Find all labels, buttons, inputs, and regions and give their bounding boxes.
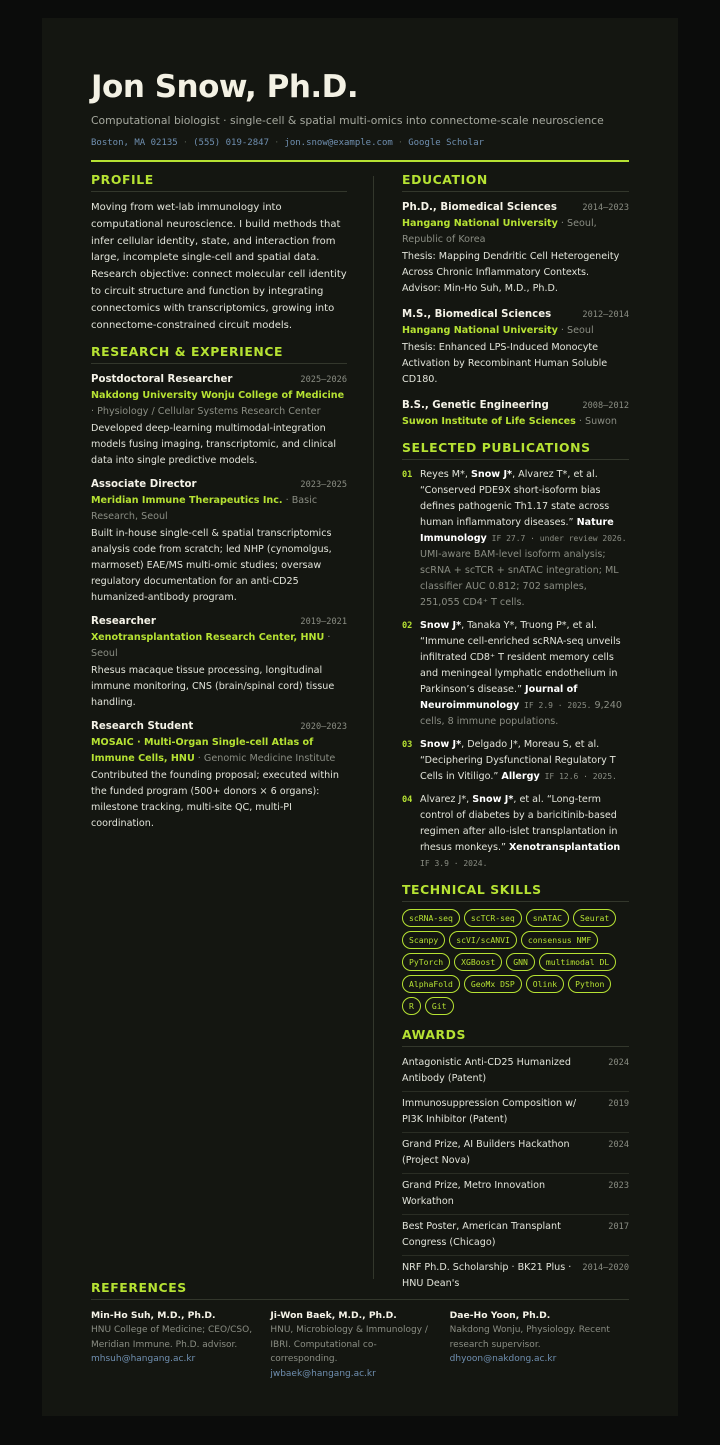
left-column bbox=[91, 172, 347, 832]
contact-line bbox=[91, 136, 629, 150]
award-year: 2024 bbox=[608, 1140, 629, 1150]
reference-description: HNU College of Medicine; CEO/CSO, Meridian Immune. Ph.D. advisor. bbox=[91, 1325, 253, 1350]
reference-list bbox=[91, 1308, 629, 1381]
school-name: Hangang National University bbox=[402, 325, 558, 336]
authors-after-and-title: , Delgado J*, Moreau S, et al. “Deciphering Dysfunctional Regulatory T Cells in Vitiligo.” bbox=[420, 739, 616, 782]
date-range: 2019–2021 bbox=[300, 617, 347, 628]
award-item bbox=[402, 1174, 629, 1215]
author-self: Snow J* bbox=[470, 469, 513, 480]
skill-chip: scVI/scANVI bbox=[449, 931, 517, 949]
thesis: Thesis: Mapping Dendritic Cell Heterogeneity Across Chronic Inflammatory Contexts. Advisor: Min-Ho Suh, M.D., Ph.D. bbox=[402, 251, 620, 294]
reference-name: Ji-Won Baek, M.D., Ph.D. bbox=[270, 1310, 397, 1321]
column-divider bbox=[373, 176, 374, 1279]
publication-item bbox=[402, 467, 629, 611]
section-title: REFERENCES bbox=[91, 1280, 629, 1300]
skill-chip: multimodal DL bbox=[539, 953, 616, 971]
section-title: AWARDS bbox=[402, 1027, 629, 1047]
entry-header bbox=[91, 614, 347, 630]
authors-before: Reyes M*, bbox=[420, 469, 471, 480]
award-item bbox=[402, 1215, 629, 1256]
publication-item bbox=[402, 792, 629, 872]
job-title: Associate Director bbox=[91, 479, 197, 491]
section-title: RESEARCH & EXPERIENCE bbox=[91, 344, 347, 364]
award-name: Antagonistic Anti-CD25 Humanized Antibody (Patent) bbox=[402, 1057, 571, 1084]
journal-name: Xenotransplantation bbox=[509, 842, 621, 853]
school-name: Suwon Institute of Life Sciences bbox=[402, 416, 576, 427]
job-title: Research Student bbox=[91, 721, 194, 733]
authors-after-and-title: , Alvarez T*, et al. “Conserved PDE9X short-isoform bias defines pathogenic Th1.17 state across human inflammatory diseases.” bbox=[420, 469, 610, 528]
journal-name: Journal of Neuroimmunology bbox=[420, 684, 578, 711]
reference-description: Nakdong Wonju, Physiology. Recent research supervisor. bbox=[449, 1325, 610, 1350]
experience-entry bbox=[91, 477, 347, 606]
reference-card bbox=[270, 1308, 449, 1381]
authors-after-and-title: , et al. “Long-term control of diabetes by a baricitinib-based regimen after allo-islet transplantation in rhesus monkeys.” bbox=[420, 794, 618, 853]
skill-chip: GeoMx DSP bbox=[464, 975, 522, 993]
publication-citation bbox=[420, 792, 629, 872]
award-item bbox=[402, 1133, 629, 1174]
impact-and-year: IF 3.9 · 2024. bbox=[420, 859, 488, 868]
experience-section bbox=[91, 344, 347, 832]
degree-title: B.S., Genetic Engineering bbox=[402, 400, 549, 411]
publication-note: UMI-aware BAM-level isoform analysis; scRNA + scTCR + snATAC integration; ML classifier AUC 0.812; 702 samples, 251,055 CD4⁺ T cells. bbox=[420, 549, 619, 608]
publication-number: 04 bbox=[402, 795, 413, 805]
awards-section bbox=[402, 1027, 629, 1296]
job-title: Postdoctoral Researcher bbox=[91, 374, 233, 386]
award-name: NRF Ph.D. Scholarship · BK21 Plus · HNU Dean's bbox=[402, 1262, 572, 1289]
skill-chips bbox=[402, 909, 629, 1015]
skill-chip: scRNA-seq bbox=[402, 909, 460, 927]
school bbox=[402, 323, 629, 339]
header-rule bbox=[91, 160, 629, 162]
publication-citation bbox=[420, 737, 629, 785]
job-description: Contributed the founding proposal; executed within the funded program (500+ donors × 6 organs): milestone tracking, multi-site QC, multi-PI coordination. bbox=[91, 770, 339, 830]
award-year: 2019 bbox=[608, 1099, 629, 1109]
journal-name: Allergy bbox=[501, 771, 540, 782]
school bbox=[402, 414, 629, 430]
google-scholar-link[interactable]: Google Scholar bbox=[408, 138, 485, 148]
skill-chip: Git bbox=[425, 997, 454, 1015]
section-title: TECHNICAL SKILLS bbox=[402, 882, 629, 902]
date-range: 2008–2012 bbox=[582, 401, 629, 411]
job-title: Researcher bbox=[91, 616, 156, 628]
publications-section bbox=[402, 440, 629, 872]
education-entry bbox=[402, 200, 629, 297]
journal-name: Nature Immunology bbox=[420, 517, 614, 544]
publication-citation bbox=[420, 467, 629, 611]
reference-email[interactable]: jwbaek@hangang.ac.kr bbox=[270, 1368, 376, 1379]
publication-list bbox=[402, 467, 629, 872]
impact-and-year: IF 12.6 · 2025. bbox=[539, 772, 617, 781]
date-range: 2025–2026 bbox=[300, 375, 347, 386]
publication-item bbox=[402, 618, 629, 730]
publication-item bbox=[402, 737, 629, 785]
education-list bbox=[402, 200, 629, 430]
resume-page bbox=[42, 18, 678, 1416]
contact-phone[interactable]: (555) 019-2847 bbox=[193, 138, 269, 148]
degree-title: Ph.D., Biomedical Sciences bbox=[402, 202, 557, 213]
publication-number: 03 bbox=[402, 740, 413, 750]
thesis: Thesis: Enhanced LPS-Induced Monocyte Activation by Recombinant Human Soluble CD180. bbox=[402, 342, 608, 385]
section-title: PROFILE bbox=[91, 172, 347, 192]
skill-chip: Python bbox=[568, 975, 611, 993]
award-list bbox=[402, 1051, 629, 1296]
award-name: Immunosuppression Composition w/ PI3K Inhibitor (Patent) bbox=[402, 1098, 577, 1125]
entry-header bbox=[402, 200, 629, 216]
award-year: 2017 bbox=[608, 1222, 629, 1232]
separator-dot: · bbox=[273, 138, 280, 148]
profile-text: Moving from wet-lab immunology into computational neuroscience. I build methods that infer cellular identity, state, and interaction from large, incomplete single-cell and spatial data. Research objective: connect molecular cell identity to circuit structure and function by integrating connectomics with transcriptomics, growing into connectome-constrained circuit models. bbox=[91, 202, 347, 331]
organization bbox=[91, 735, 347, 767]
reference-email[interactable]: dhyoon@nakdong.ac.kr bbox=[449, 1354, 557, 1364]
award-name: Best Poster, American Transplant Congress (Chicago) bbox=[402, 1221, 561, 1248]
organization bbox=[91, 388, 347, 420]
experience-list bbox=[91, 372, 347, 832]
separator-dot: · bbox=[397, 138, 404, 148]
award-name: Grand Prize, Metro Innovation Workathon bbox=[402, 1180, 546, 1207]
school-location: · Seoul, Republic of Korea bbox=[402, 218, 597, 245]
entry-header bbox=[91, 372, 347, 388]
organization-name: Nakdong University Wonju College of Medicine bbox=[91, 390, 345, 402]
award-item bbox=[402, 1092, 629, 1133]
reference-card bbox=[91, 1308, 270, 1381]
date-range: 2023–2025 bbox=[300, 480, 347, 491]
award-name: Grand Prize, AI Builders Hackathon (Project Nova) bbox=[402, 1139, 570, 1166]
job-description: Built in-house single-cell & spatial transcriptomics analysis code from scratch; led NHP (cynomolgus, marmoset) EAE/MS multi-omic studies; oversaw regulatory documentation for an anti-CD25 humanized-antibody program. bbox=[91, 528, 332, 604]
school-name: Hangang National University bbox=[402, 218, 558, 229]
award-item bbox=[402, 1051, 629, 1092]
skill-chip: PyTorch bbox=[402, 953, 450, 971]
organization-detail: · Genomic Medicine Institute bbox=[194, 753, 336, 765]
skill-chip: AlphaFold bbox=[402, 975, 460, 993]
reference-description: HNU, Microbiology & Immunology / IBRI. Computational co-corresponding. bbox=[270, 1325, 428, 1364]
right-column bbox=[402, 172, 629, 1296]
degree-title: M.S., Biomedical Sciences bbox=[402, 309, 552, 320]
reference-name: Dae-Ho Yoon, Ph.D. bbox=[449, 1310, 551, 1321]
authors-after-and-title: , Tanaka Y*, Truong P*, et al. “Immune cell-enriched scRNA-seq unveils infiltrated CD8⁺ T resident memory cells and meningeal lymphatic endothelium in Parkinson’s disease.” bbox=[420, 620, 621, 695]
school-location: · Suwon bbox=[575, 416, 617, 427]
skill-chip: snATAC bbox=[526, 909, 569, 927]
reference-email[interactable]: mhsuh@hangang.ac.kr bbox=[91, 1354, 196, 1364]
tagline: Computational biologist · single-cell & spatial multi-omics into connectome-scale neuroscience bbox=[91, 114, 604, 127]
reference-card bbox=[450, 1308, 629, 1381]
references-section bbox=[91, 1280, 629, 1381]
organization-detail: · Basic Research, Seoul bbox=[91, 495, 318, 523]
skill-chip: consensus NMF bbox=[521, 931, 598, 949]
reference-name: Min-Ho Suh, M.D., Ph.D. bbox=[91, 1310, 216, 1321]
contact-address: Boston, MA 02135 bbox=[91, 138, 178, 148]
school-location: · Seoul bbox=[557, 325, 594, 336]
education-section bbox=[402, 172, 629, 430]
organization-name: Xenotransplantation Research Center, HNU bbox=[91, 632, 325, 644]
impact-and-year: IF 27.7 · under review 2026. bbox=[486, 534, 627, 543]
award-year: 2024 bbox=[608, 1058, 629, 1068]
entry-header bbox=[402, 398, 629, 414]
publication-number: 02 bbox=[402, 621, 413, 631]
education-entry bbox=[402, 307, 629, 388]
separator-dot: · bbox=[182, 138, 189, 148]
date-range: 2012–2014 bbox=[582, 310, 629, 320]
organization bbox=[91, 630, 347, 662]
skill-chip: R bbox=[402, 997, 421, 1015]
date-range: 2014–2023 bbox=[582, 203, 629, 213]
skill-chip: Seurat bbox=[573, 909, 616, 927]
publication-citation bbox=[420, 618, 629, 730]
organization-name: MOSAIC · Multi-Organ Single-cell Atlas of Immune Cells, HNU bbox=[91, 737, 314, 765]
contact-email[interactable]: jon.snow@example.com bbox=[284, 138, 393, 148]
publication-note: 9,240 cells, 8 immune populations. bbox=[420, 700, 622, 727]
skill-chip: GNN bbox=[506, 953, 535, 971]
organization-detail: · Seoul bbox=[91, 632, 331, 660]
candidate-name: Jon Snow, Ph.D. bbox=[91, 69, 359, 105]
profile-section bbox=[91, 172, 347, 334]
skill-chip: XGBoost bbox=[454, 953, 502, 971]
experience-entry bbox=[91, 614, 347, 711]
entry-header bbox=[91, 719, 347, 735]
award-year: 2014–2020 bbox=[582, 1263, 629, 1273]
education-entry bbox=[402, 398, 629, 430]
entry-header bbox=[402, 307, 629, 323]
author-self: Snow J* bbox=[420, 620, 462, 631]
organization-name: Meridian Immune Therapeutics Inc. bbox=[91, 495, 283, 507]
award-year: 2023 bbox=[608, 1181, 629, 1191]
date-range: 2020–2023 bbox=[300, 722, 347, 733]
experience-entry bbox=[91, 719, 347, 832]
school bbox=[402, 216, 629, 248]
skill-chip: Olink bbox=[526, 975, 564, 993]
section-title: EDUCATION bbox=[402, 172, 629, 192]
author-self: Snow J* bbox=[472, 794, 514, 805]
section-title: SELECTED PUBLICATIONS bbox=[402, 440, 629, 460]
publication-number: 01 bbox=[402, 470, 413, 480]
experience-entry bbox=[91, 372, 347, 469]
skills-section bbox=[402, 882, 629, 1015]
job-description: Developed deep-learning multimodal-integration models fusing imaging, transcriptomic, and clinical data into single predictive models. bbox=[91, 423, 337, 467]
organization-detail: · Physiology / Cellular Systems Research Center bbox=[91, 406, 321, 418]
skill-chip: Scanpy bbox=[402, 931, 445, 949]
impact-and-year: IF 2.9 · 2025. bbox=[519, 701, 592, 710]
authors-before: Alvarez J*, bbox=[420, 794, 473, 805]
entry-header bbox=[91, 477, 347, 493]
skill-chip: scTCR-seq bbox=[464, 909, 522, 927]
job-description: Rhesus macaque tissue processing, longitudinal immune monitoring, CNS (brain/spinal cord) tissue handling. bbox=[91, 665, 335, 709]
author-self: Snow J* bbox=[420, 739, 462, 750]
organization bbox=[91, 493, 347, 525]
